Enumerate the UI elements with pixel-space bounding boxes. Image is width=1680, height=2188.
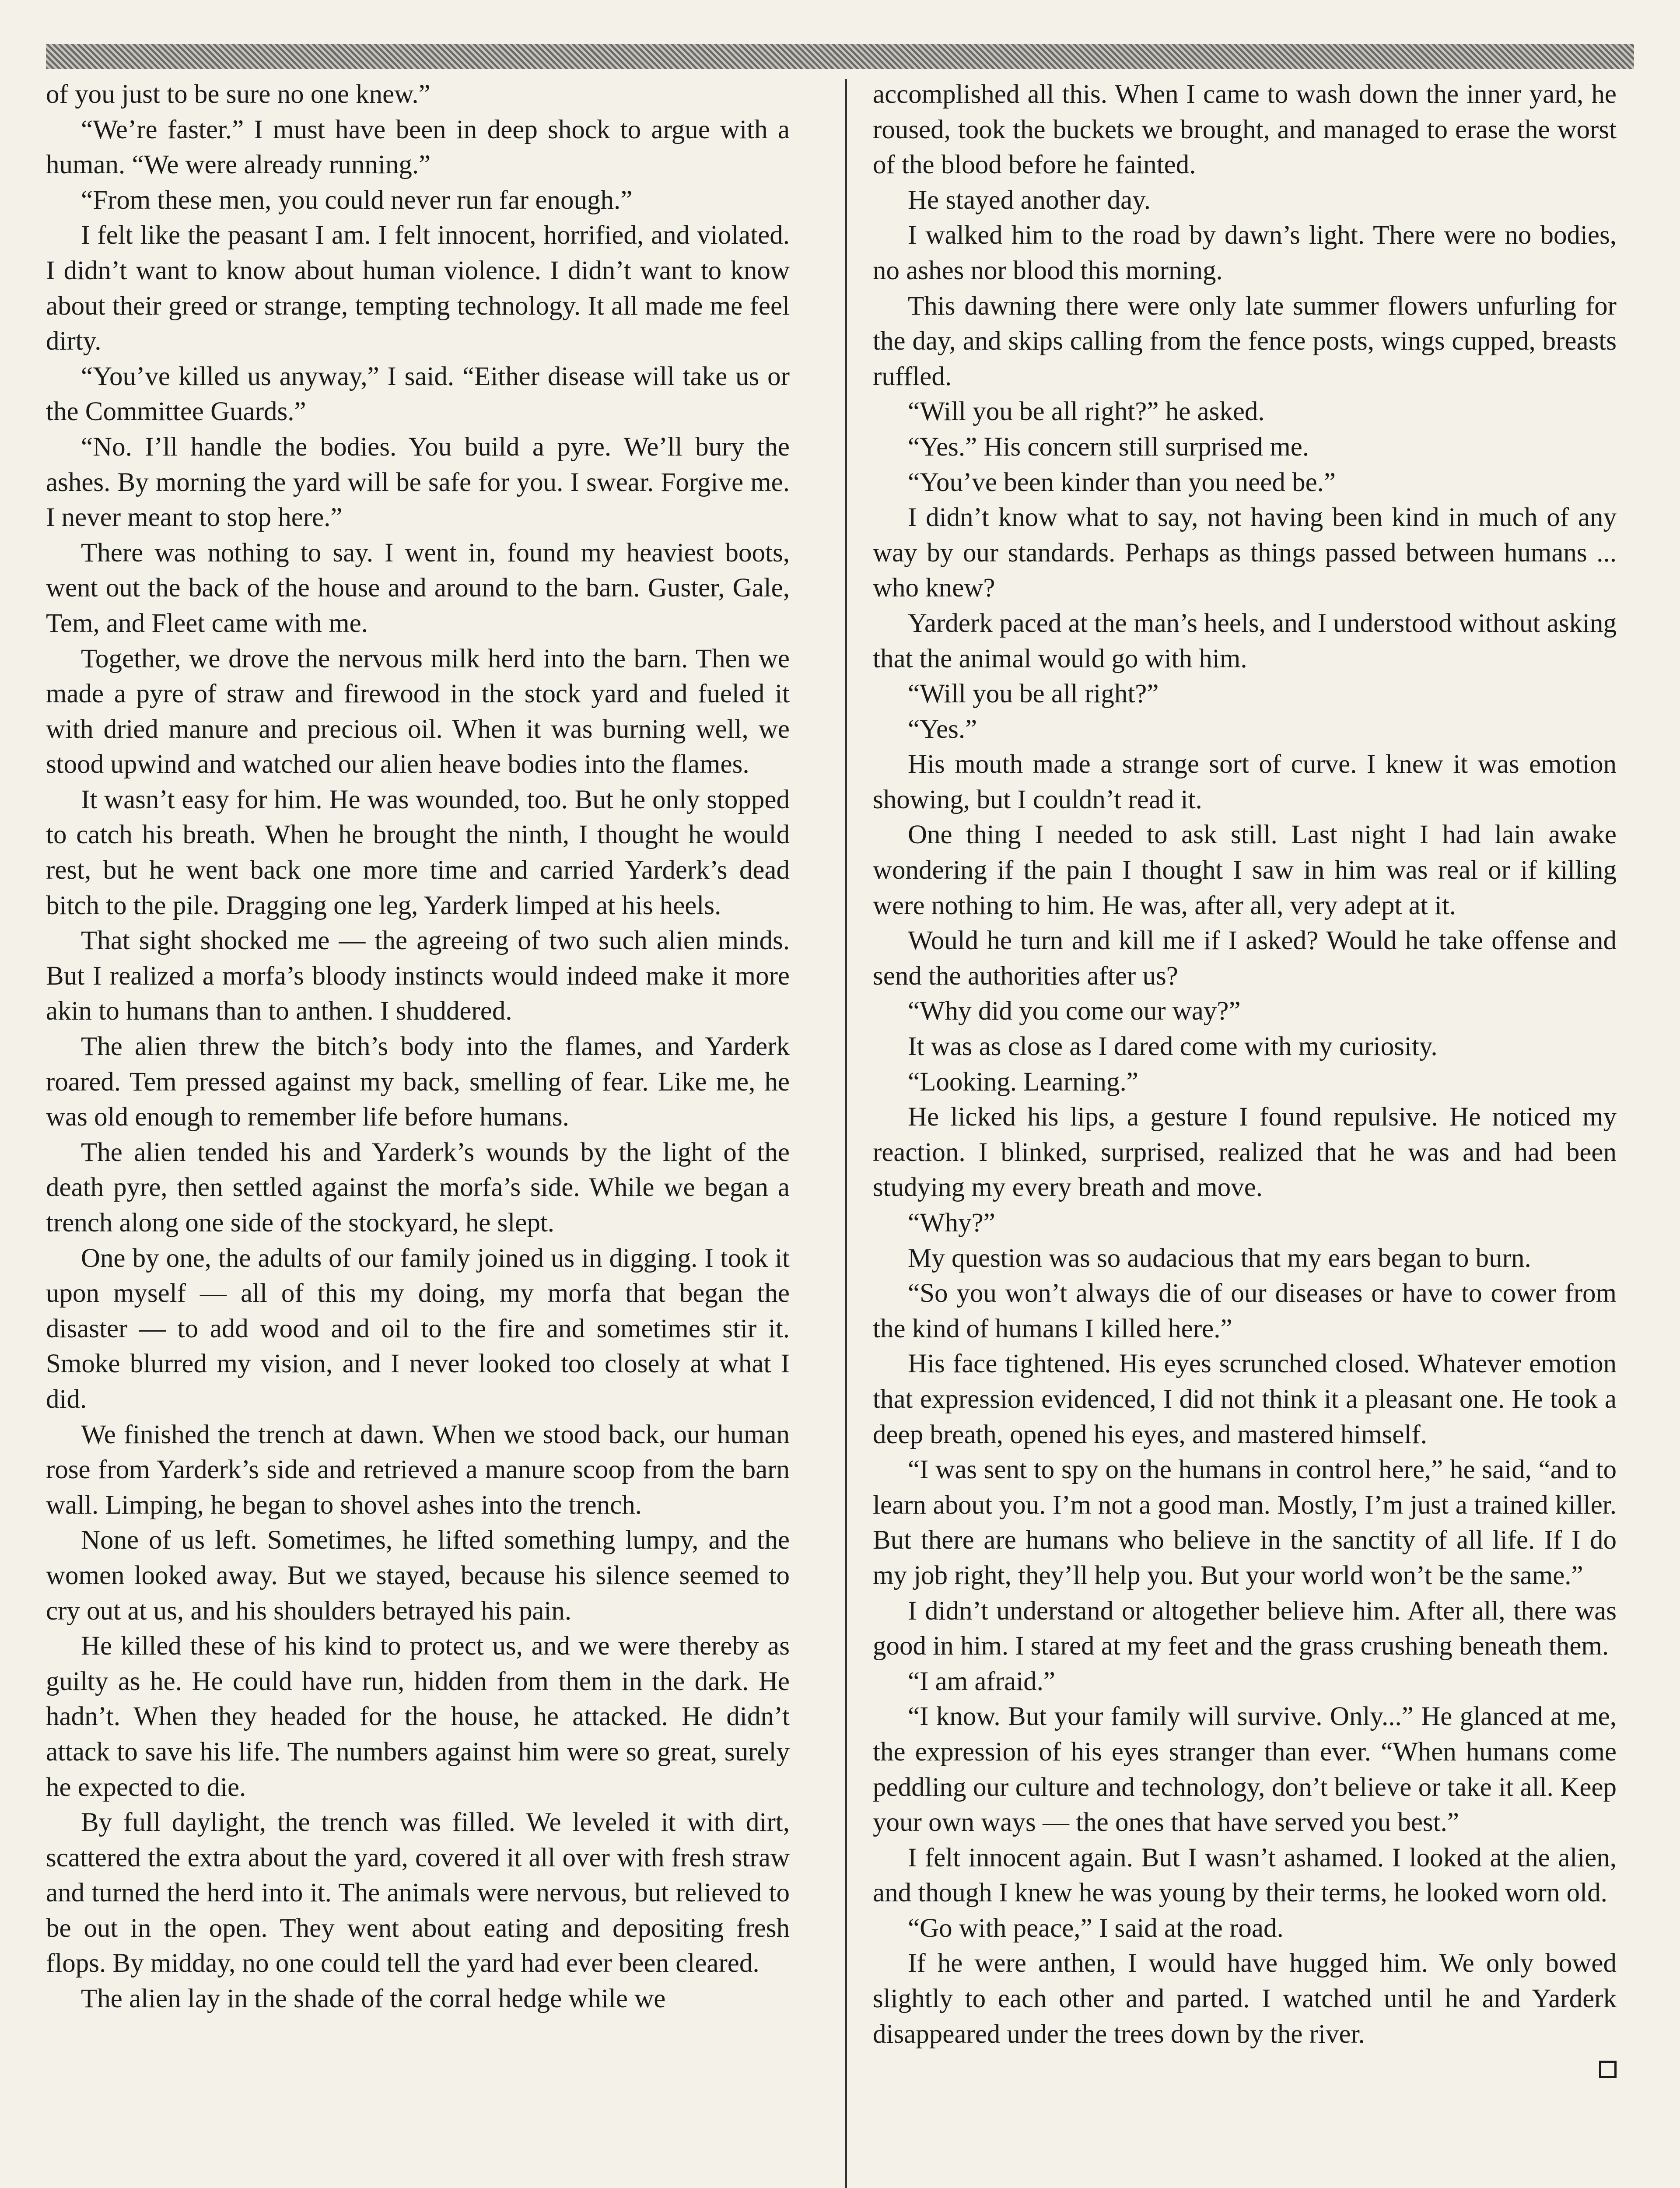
paragraph: None of us left. Sometimes, he lifted something lumpy, and the women looked away. But we stayed, because his silence seemed to cry out at us, and his shoulders betrayed his pain.	[46, 1525, 790, 1626]
paragraph: Yarderk paced at the man’s heels, and I understood without asking that the animal would go with him.	[873, 608, 1617, 673]
paragraph: “So you won’t always die of our diseases or have to cower from the kind of humans I killed here.”	[873, 1279, 1617, 1343]
paragraph: We finished the trench at dawn. When we stood back, our human rose from Yarderk’s side and retrieved a manure scoop from the barn wall. Limping, he began to shovel ashes into the trench.	[46, 1420, 790, 1520]
paragraph: “I am afraid.”	[908, 1666, 1055, 1696]
paragraph: “Looking. Learning.”	[908, 1067, 1138, 1097]
paragraph: One thing I needed to ask still. Last night I had lain awake wondering if the pain I thought I saw in him was real or if killing were nothing to him. He was, after all, very adept at it.	[873, 820, 1617, 920]
paragraph: Together, we drove the nervous milk herd into the barn. Then we made a pyre of straw and firewood in the stock yard and fueled it with dried manure and precious oil. When it was burning well, we stood upwind and watched our alien heave bodies into the flames.	[46, 644, 790, 779]
paragraph: That sight shocked me — the agreeing of two such alien minds. But I realized a morfa’s bloody instincts would indeed make it more akin to humans than to anthen. I shuddered.	[46, 926, 790, 1026]
paragraph: “I was sent to spy on the humans in control here,” he said, “and to learn about you. I’m not a good man. Mostly, I’m just a trained killer. But there are humans who believe in the sanctity of all life. If I do my job right, they’ll help you. But your world won’t be the same.”	[873, 1455, 1617, 1590]
paragraph: “Will you be all right?” he asked.	[908, 397, 1265, 427]
paragraph: “No. I’ll handle the bodies. You build a pyre. We’ll bury the ashes. By morning the yard will be safe for you. I swear. Forgive me. I never meant to stop here.”	[46, 432, 790, 533]
paragraph: Would he turn and kill me if I asked? Would he take offense and send the authorities after us?	[873, 926, 1617, 991]
paragraph: One by one, the adults of our family joined us in digging. I took it upon myself — all of this my doing, my morfa that began the disaster — to add wood and oil to the fire and sometimes stir it. Smoke blurred my vision, and I never looked too closely at what I did.	[46, 1243, 790, 1414]
right-text-column	[873, 77, 1617, 2188]
paragraph: By full daylight, the trench was filled. We leveled it with dirt, scattered the extra about the yard, covered it all over with fresh straw and turned the herd into it. The animals were nervous, but relieved to be out in the open. They went about eating and depositing fresh flops. By midday, no one could tell the yard had ever been cleared.	[46, 1808, 790, 1978]
paragraph: There was nothing to say. I went in, found my heaviest boots, went out the back of the house and around to the barn. Guster, Gale, Tem, and Fleet came with me.	[46, 538, 790, 638]
paragraph: “Why?”	[908, 1208, 995, 1238]
paragraph: “I know. But your family will survive. Only...” He glanced at me, the expression of his eyes stranger than ever. “When humans come peddling our culture and technology, don’t believe or take it all. Keep your own ways — the ones that have served you best.”	[873, 1702, 1617, 1837]
paragraph: His mouth made a strange sort of curve. I knew it was emotion showing, but I couldn’t read it.	[873, 750, 1617, 814]
paragraph: “Yes.” His concern still surprised me.	[908, 432, 1309, 462]
paragraph: If he were anthen, I would have hugged him. We only bowed slightly to each other and parted. I watched until he and Yarderk disappeared under the trees down by the river.	[873, 1949, 1617, 2049]
paragraph: “Why did you come our way?”	[908, 996, 1241, 1026]
paragraph: “Will you be all right?”	[908, 679, 1159, 709]
left-text-column	[46, 77, 790, 2188]
top-decorative-band	[46, 44, 1634, 69]
paragraph: The alien tended his and Yarderk’s wounds by the light of the death pyre, then settled against the morfa’s side. While we began a trench along one side of the stockyard, he slept.	[46, 1137, 790, 1238]
paragraph: He killed these of his kind to protect us, and we were thereby as guilty as he. He could have run, hidden from them in the dark. He hadn’t. When they headed for the house, he attacked. He didn’t attack to save his life. The numbers against him were so great, surely he expected to die.	[46, 1631, 790, 1802]
paragraph: He licked his lips, a gesture I found repulsive. He noticed my reaction. I blinked, surprised, realized that he was and had been studying my every breath and move.	[873, 1102, 1617, 1203]
paragraph: “From these men, you could never run far enough.”	[81, 185, 633, 215]
paragraph: “You’ve killed us anyway,” I said. “Either disease will take us or the Committee Guards.”	[46, 361, 790, 427]
paragraph: “You’ve been kinder than you need be.”	[908, 467, 1336, 497]
paragraph: I felt innocent again. But I wasn’t ashamed. I looked at the alien, and though I knew he was young by their terms, he looked worn old.	[873, 1843, 1617, 1908]
paragraph: The alien threw the bitch’s body into the flames, and Yarderk roared. Tem pressed against my back, smelling of fear. Like me, he was old enough to remember life before humans.	[46, 1032, 790, 1132]
paragraph: This dawning there were only late summer flowers unfurling for the day, and skips calling from the fence posts, wings cupped, breasts ruffled.	[873, 291, 1617, 391]
paragraph: I didn’t understand or altogether believe him. After all, there was good in him. I stared at my feet and the grass crushing beneath them.	[873, 1596, 1617, 1661]
column-divider	[845, 79, 847, 2188]
paragraph: It wasn’t easy for him. He was wounded, too. But he only stopped to catch his breath. When he brought the ninth, I thought he would rest, but he went back one more time and carried Yarderk’s dead bitch to the pile. Dragging one leg, Yarderk limped at his heels.	[46, 785, 790, 920]
paragraph: “We’re faster.” I must have been in deep shock to argue with a human. “We were already running.”	[46, 115, 790, 180]
end-of-story-mark	[1599, 2061, 1617, 2078]
paragraph: I didn’t know what to say, not having been kind in much of any way by our standards. Perhaps as things passed between humans ... who knew?	[873, 503, 1617, 603]
paragraph: He stayed another day.	[908, 185, 1151, 215]
paragraph: of you just to be sure no one knew.”	[46, 80, 430, 109]
paragraph: I felt like the peasant I am. I felt innocent, horrified, and violated. I didn’t want to know about human violence. I didn’t want to know about their greed or strange, tempting technology. It all made me feel dirty.	[46, 221, 790, 356]
paragraph: My question was so audacious that my ears began to burn.	[908, 1243, 1531, 1273]
paragraph: “Yes.”	[908, 714, 977, 744]
paragraph: The alien lay in the shade of the corral hedge while we	[81, 1984, 666, 2014]
paragraph: I walked him to the road by dawn’s light. There were no bodies, no ashes nor blood this morning.	[873, 221, 1617, 285]
paragraph: It was as close as I dared come with my curiosity.	[908, 1032, 1438, 1062]
paragraph: “Go with peace,” I said at the road.	[908, 1913, 1284, 1943]
paragraph: accomplished all this. When I came to wash down the inner yard, he roused, took the buckets we brought, and managed to erase the worst of the blood before he fainted.	[873, 80, 1617, 180]
paragraph: His face tightened. His eyes scrunched closed. Whatever emotion that expression evidenced, I did not think it a pleasant one. He took a deep breath, opened his eyes, and mastered himself.	[873, 1349, 1617, 1449]
